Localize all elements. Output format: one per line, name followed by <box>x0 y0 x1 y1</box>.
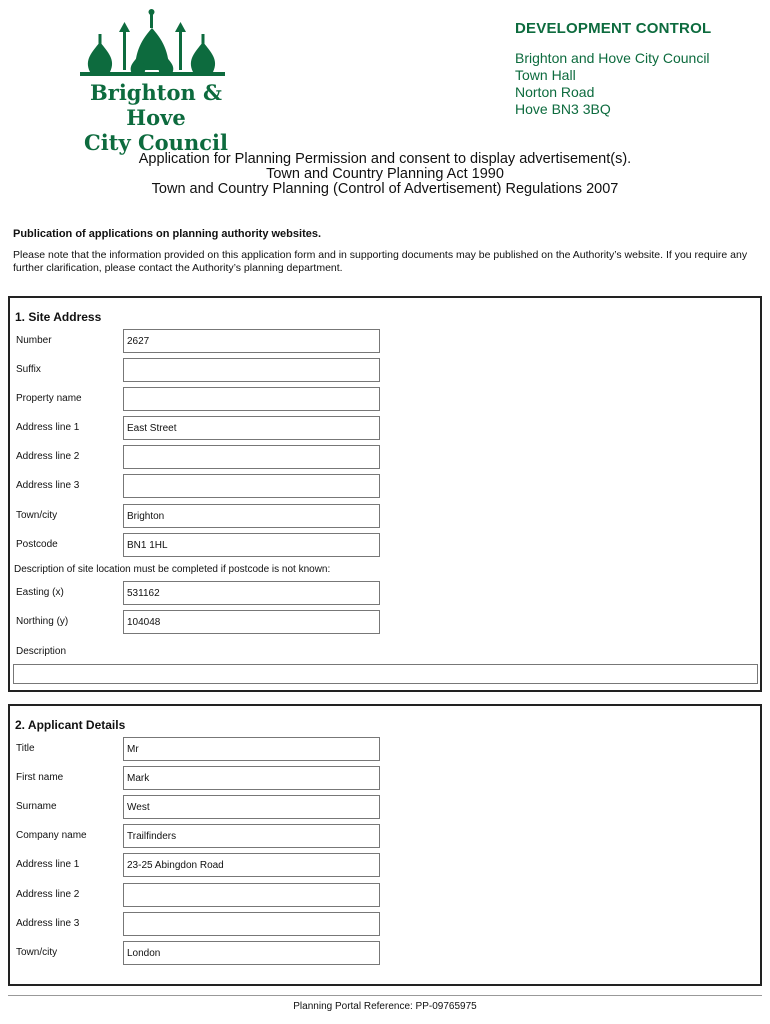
form-title <box>0 152 770 197</box>
field-label: Title <box>16 743 35 754</box>
section-title: 1. Site Address <box>15 310 102 324</box>
applicant-address-line-2-row <box>10 883 760 909</box>
town-city-row <box>10 504 760 530</box>
address-line-1-row <box>10 416 760 442</box>
field-label: Address line 3 <box>16 918 80 929</box>
suffix-row <box>10 358 760 384</box>
surname-field[interactable]: West <box>123 795 380 819</box>
council-address <box>515 50 710 118</box>
applicant-address-line-3-row <box>10 912 760 938</box>
company-name-row <box>10 824 760 850</box>
first-name-field[interactable]: Mark <box>123 766 380 790</box>
company-name-field[interactable]: Trailfinders <box>123 824 380 848</box>
footer-divider <box>8 995 762 996</box>
northing-row <box>10 610 760 636</box>
field-label: Address line 1 <box>16 422 80 433</box>
northing-field[interactable]: 104048 <box>123 610 380 634</box>
logo-line-2: City Council <box>84 130 228 155</box>
publication-notice: Please note that the information provided on this application form and in supporting documents may be published on the Authority’s website. If you require any further clarification, please contact the Authority’s planning department. <box>13 249 748 274</box>
field-label: Description <box>16 646 67 657</box>
address-line-2-row <box>10 445 760 471</box>
portal-reference: Planning Portal Reference: PP-09765975 <box>293 1001 477 1012</box>
field-label: Property name <box>16 393 82 404</box>
number-field[interactable]: 2627 <box>123 329 380 353</box>
suffix-field[interactable] <box>123 358 380 382</box>
postcode-field[interactable]: BN1 1HL <box>123 533 380 557</box>
address-line: Hove BN3 3BQ <box>515 101 611 117</box>
postcode-row <box>10 533 760 559</box>
field-label: Address line 2 <box>16 889 80 900</box>
address-line: Norton Road <box>515 84 595 100</box>
surname-row <box>10 795 760 821</box>
address-line-2-field[interactable] <box>123 445 380 469</box>
address-line-3-row <box>10 474 760 500</box>
address-line-1-field[interactable]: East Street <box>123 416 380 440</box>
form-title-line: Town and Country Planning (Control of Advertisement) Regulations 2007 <box>151 181 619 197</box>
applicant-address-line-3-field[interactable] <box>123 912 380 936</box>
field-label: Town/city <box>16 510 58 521</box>
title-field[interactable]: Mr <box>123 737 380 761</box>
applicant-town-city-field[interactable]: London <box>123 941 380 965</box>
first-name-row <box>10 766 760 792</box>
property-name-row <box>10 387 760 413</box>
applicant-address-line-1-field[interactable]: 23-25 Abingdon Road <box>123 853 380 877</box>
field-label: Address line 3 <box>16 480 80 491</box>
title-row <box>10 737 760 763</box>
logo-line-1: Brighton & Hove <box>90 80 222 130</box>
field-label: Address line 2 <box>16 451 80 462</box>
section-title: 2. Applicant Details <box>15 718 126 732</box>
number-row <box>10 329 760 355</box>
form-title-line: Town and Country Planning Act 1990 <box>266 166 504 182</box>
town-city-field[interactable]: Brighton <box>123 504 380 528</box>
address-line-3-field[interactable] <box>123 474 380 498</box>
department-title: DEVELOPMENT CONTROL <box>515 20 712 37</box>
easting-field[interactable]: 531162 <box>123 581 380 605</box>
applicant-details-section <box>8 704 762 986</box>
location-note: Description of site location must be completed if postcode is not known: <box>14 564 331 575</box>
applicant-address-line-2-field[interactable] <box>123 883 380 907</box>
property-name-field[interactable] <box>123 387 380 411</box>
field-label: Number <box>16 335 52 346</box>
field-label: Company name <box>16 830 87 841</box>
logo-wordmark <box>58 80 254 155</box>
applicant-town-city-row <box>10 941 760 967</box>
easting-row <box>10 581 760 607</box>
site-address-section <box>8 296 762 692</box>
field-label: Easting (x) <box>16 587 64 598</box>
field-label: Postcode <box>16 539 58 550</box>
address-line: Brighton and Hove City Council <box>515 50 710 66</box>
publication-heading: Publication of applications on planning authority websites. <box>13 228 322 240</box>
field-label: Surname <box>16 801 57 812</box>
field-label: First name <box>16 772 64 783</box>
address-line: Town Hall <box>515 67 576 83</box>
field-label: Northing (y) <box>16 616 69 627</box>
applicant-address-line-1-row <box>10 853 760 879</box>
description-field[interactable] <box>13 664 758 684</box>
field-label: Suffix <box>16 364 41 375</box>
field-label: Town/city <box>16 947 58 958</box>
description-row <box>10 640 760 666</box>
form-title-line: Application for Planning Permission and consent to display advertisement(s). <box>138 151 632 167</box>
field-label: Address line 1 <box>16 859 80 870</box>
